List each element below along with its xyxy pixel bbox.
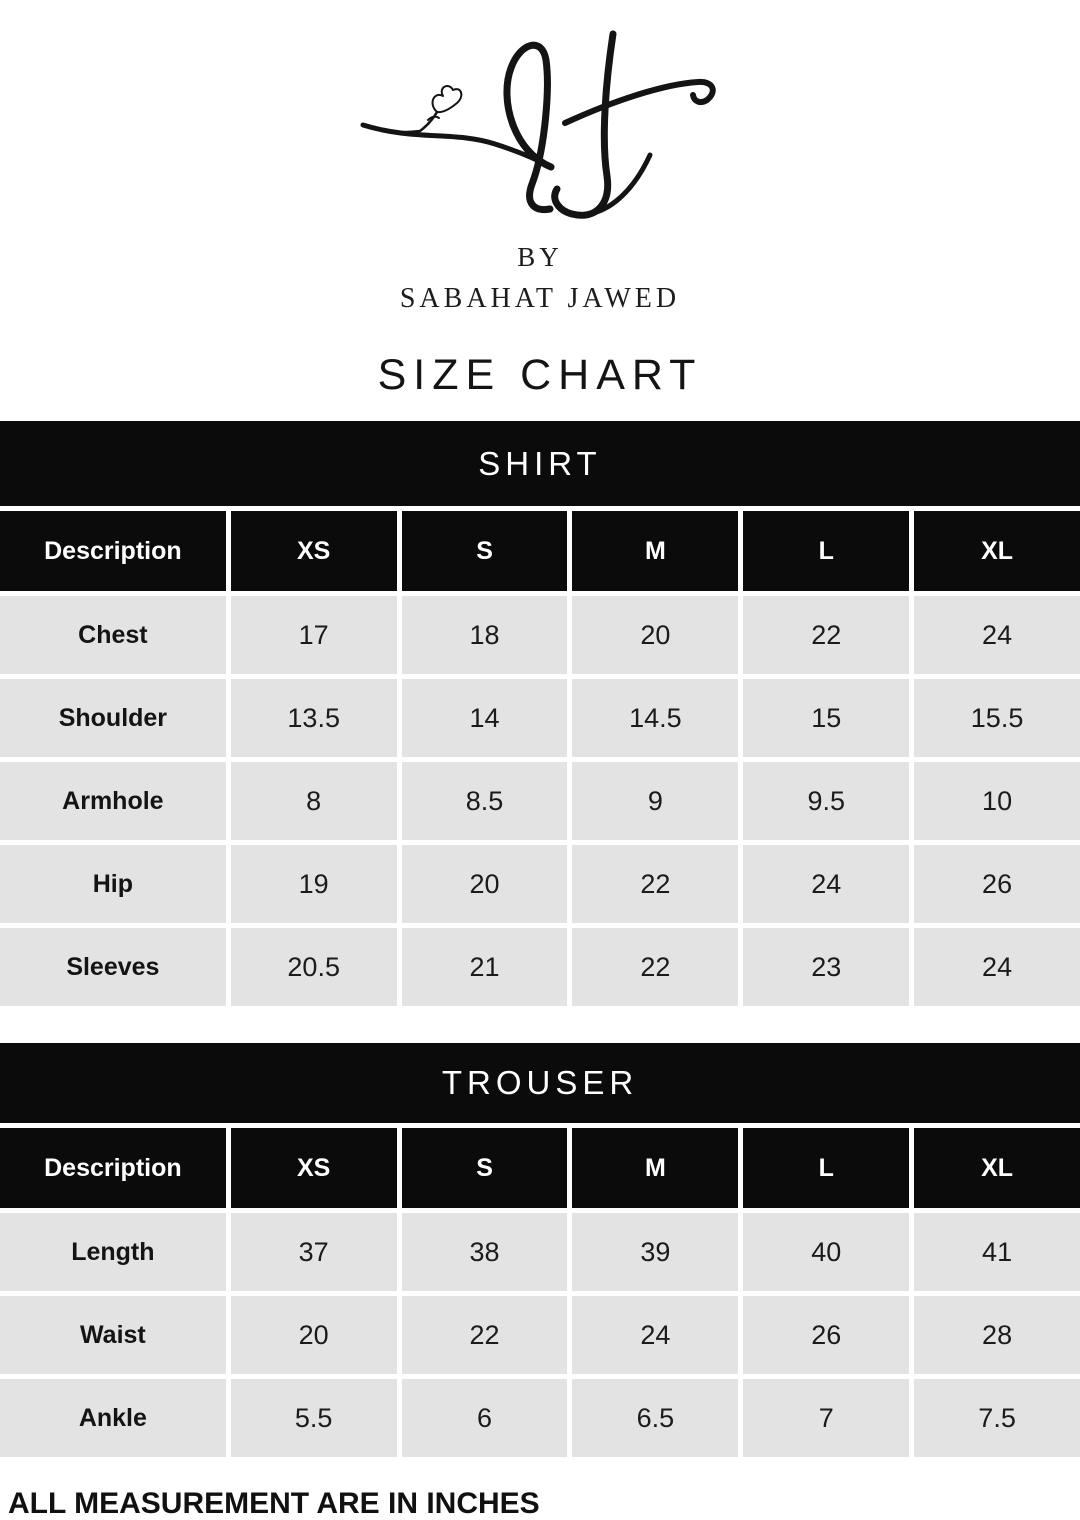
size-value: 17 [231,596,397,674]
row-label: Sleeves [0,928,226,1006]
page-title: SIZE CHART [377,351,703,399]
column-header: XS [231,511,397,591]
brand-name: SABAHAT JAWED [399,283,681,314]
table-row [0,596,1080,674]
table-row [0,928,1080,1006]
row-label: Armhole [0,762,226,840]
column-header: Description [0,1128,226,1208]
size-value: 40 [743,1213,909,1291]
table-row [0,762,1080,840]
size-value: 13.5 [231,679,397,757]
size-value: 23 [743,928,909,1006]
size-value: 26 [914,845,1080,923]
trouser-table-title: TROUSER [441,1064,639,1101]
size-value: 5.5 [231,1379,397,1457]
size-value: 15.5 [914,679,1080,757]
header-row [0,1128,1080,1208]
size-value: 20 [231,1296,397,1374]
size-value: 28 [914,1296,1080,1374]
trouser-section [0,1043,1080,1462]
table-row [0,1296,1080,1374]
size-value: 37 [231,1213,397,1291]
size-value: 38 [402,1213,568,1291]
size-value: 22 [572,845,738,923]
size-value: 7.5 [914,1379,1080,1457]
brand-by-label: BY [517,242,563,272]
size-value: 26 [743,1296,909,1374]
column-header: L [743,1128,909,1208]
size-value: 9 [572,762,738,840]
row-label: Ankle [0,1379,226,1457]
size-value: 9.5 [743,762,909,840]
column-header: Description [0,511,226,591]
measurement-note: ALL MEASUREMENT ARE IN INCHES [8,1487,540,1520]
size-value: 8 [231,762,397,840]
size-value: 19 [231,845,397,923]
table-row [0,1379,1080,1457]
size-value: 39 [572,1213,738,1291]
size-value: 20.5 [231,928,397,1006]
size-value: 7 [743,1379,909,1457]
size-value: 22 [402,1296,568,1374]
size-value: 6 [402,1379,568,1457]
brand-script-logo-icon [360,28,720,236]
size-value: 10 [914,762,1080,840]
column-header: M [572,1128,738,1208]
row-label: Waist [0,1296,226,1374]
row-label: Shoulder [0,679,226,757]
size-value: 24 [743,845,909,923]
column-header: XS [231,1128,397,1208]
size-value: 20 [402,845,568,923]
column-header: L [743,511,909,591]
size-value: 24 [572,1296,738,1374]
size-value: 14.5 [572,679,738,757]
shirt-title-band [0,421,1080,506]
size-value: 15 [743,679,909,757]
size-value: 21 [402,928,568,1006]
shirt-table-title: SHIRT [478,444,602,482]
column-header: XL [914,1128,1080,1208]
size-value: 24 [914,928,1080,1006]
column-header: XL [914,511,1080,591]
shirt-section [0,421,1080,1011]
size-value: 8.5 [402,762,568,840]
column-header: M [572,511,738,591]
column-header: S [402,1128,568,1208]
column-header: S [402,511,568,591]
header-row [0,511,1080,591]
table-row [0,1213,1080,1291]
trouser-title-band [0,1043,1080,1123]
row-label: Hip [0,845,226,923]
size-value: 14 [402,679,568,757]
row-label: Chest [0,596,226,674]
table-row [0,845,1080,923]
size-value: 20 [572,596,738,674]
size-value: 22 [743,596,909,674]
trouser-size-table [0,1123,1080,1462]
table-row [0,679,1080,757]
size-value: 18 [402,596,568,674]
size-value: 22 [572,928,738,1006]
size-value: 6.5 [572,1379,738,1457]
size-value: 41 [914,1213,1080,1291]
row-label: Length [0,1213,226,1291]
size-value: 24 [914,596,1080,674]
brand-header [0,0,1080,315]
shirt-size-table [0,506,1080,1011]
